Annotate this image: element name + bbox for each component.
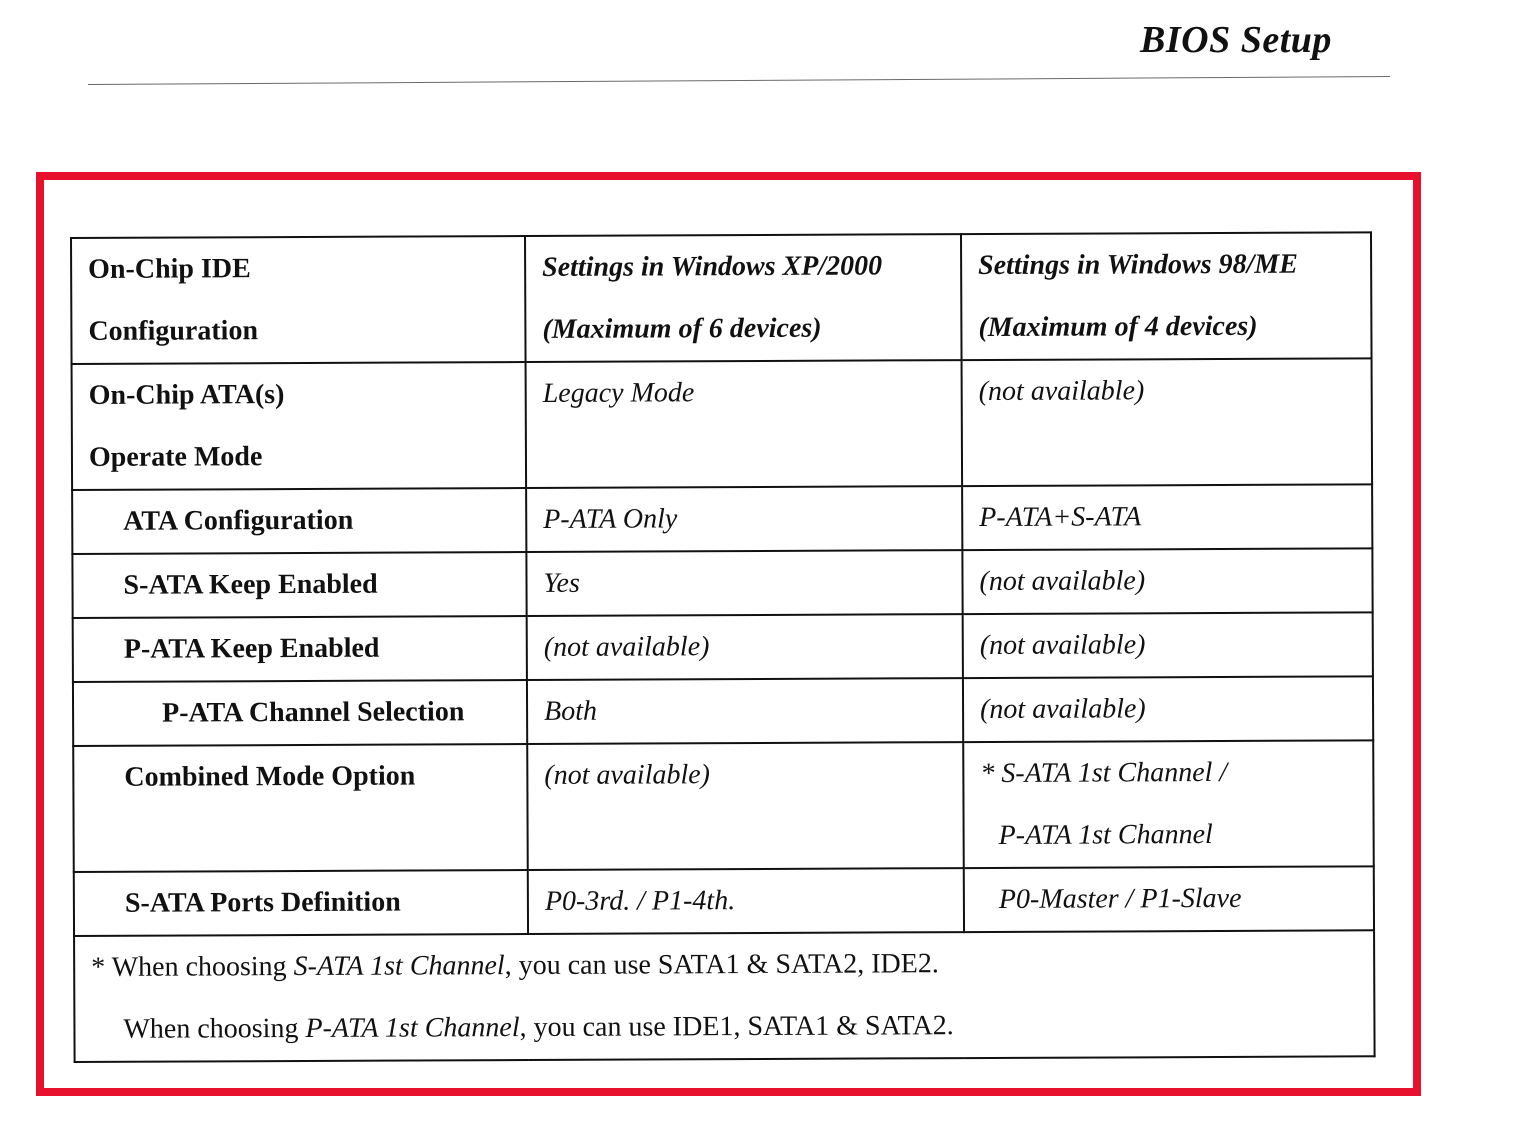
row-label-cell bbox=[73, 616, 527, 682]
row-label: P-ATA Keep Enabled bbox=[123, 632, 380, 665]
footnote-1-suffix: , you can use SATA1 & SATA2, IDE2. bbox=[504, 948, 939, 982]
xp-value: P-ATA Only bbox=[543, 503, 678, 535]
header-xp-cell bbox=[525, 234, 962, 362]
header-rule bbox=[88, 76, 1390, 85]
table-row-pata-keep-enabled bbox=[73, 612, 1373, 682]
table-header-row bbox=[71, 232, 1372, 364]
me-value: (not available) bbox=[980, 693, 1146, 726]
footnote-cell bbox=[74, 930, 1375, 1062]
me-value-line-1: * S-ATA 1st Channel / bbox=[980, 756, 1228, 790]
ide-settings-table bbox=[70, 231, 1376, 1063]
footnote-1-prefix: * When choosing bbox=[91, 951, 294, 983]
table-row-ata-configuration bbox=[72, 484, 1372, 554]
footnote-1-channel: S-ATA 1st Channel bbox=[293, 950, 505, 983]
me-value: (not available) bbox=[979, 629, 1146, 662]
me-value-cell bbox=[962, 548, 1372, 614]
row-label-cell bbox=[73, 744, 528, 872]
row-label-line-1: On-Chip ATA(s) bbox=[88, 379, 285, 411]
xp-value: Legacy Mode bbox=[542, 377, 695, 409]
me-value-cell bbox=[962, 358, 1373, 486]
me-value-cell bbox=[963, 612, 1373, 678]
footnote-2-prefix: When choosing bbox=[123, 1012, 306, 1045]
table-row-pata-channel-selection bbox=[73, 676, 1373, 746]
page-header-title: BIOS Setup bbox=[1140, 19, 1332, 61]
row-label-cell bbox=[72, 552, 526, 618]
header-label-line-2: Configuration bbox=[88, 315, 259, 347]
row-label: S-ATA Keep Enabled bbox=[123, 568, 378, 601]
xp-value-cell bbox=[527, 678, 963, 744]
xp-value-cell bbox=[527, 614, 963, 680]
table-row-sata-ports-definition bbox=[74, 866, 1374, 936]
header-me-line-1: Settings in Windows 98/ME bbox=[978, 248, 1298, 282]
row-label: ATA Configuration bbox=[123, 504, 354, 537]
xp-value: P0-3rd. / P1-4th. bbox=[544, 885, 736, 917]
row-label: P-ATA Channel Selection bbox=[162, 696, 465, 729]
row-label: Combined Mode Option bbox=[124, 760, 416, 793]
xp-value-cell bbox=[526, 486, 962, 552]
table-note-row bbox=[74, 930, 1375, 1062]
table-row-combined-mode-option bbox=[73, 740, 1374, 872]
row-label: S-ATA Ports Definition bbox=[124, 886, 401, 919]
row-label-cell bbox=[74, 870, 528, 936]
xp-value-cell bbox=[528, 868, 964, 934]
header-label-line-1: On-Chip IDE bbox=[88, 253, 251, 285]
header-xp-line-1: Settings in Windows XP/2000 bbox=[542, 250, 883, 283]
table-row-operate-mode bbox=[72, 358, 1373, 490]
row-label-cell bbox=[72, 362, 527, 490]
xp-value: (not available) bbox=[543, 631, 710, 663]
xp-value-cell bbox=[526, 360, 963, 488]
me-value-cell bbox=[964, 866, 1374, 932]
row-label-cell bbox=[72, 488, 526, 554]
header-label-cell bbox=[71, 236, 526, 364]
header-me-line-2: (Maximum of 4 devices) bbox=[978, 310, 1258, 344]
xp-value-cell bbox=[526, 550, 962, 616]
footnote-2-suffix: , you can use IDE1, SATA1 & SATA2. bbox=[519, 1010, 954, 1044]
row-label-line-2: Operate Mode bbox=[88, 441, 263, 473]
xp-value-cell bbox=[527, 742, 964, 870]
xp-value: Yes bbox=[543, 567, 580, 599]
table-row-sata-keep-enabled bbox=[72, 548, 1372, 618]
footnote-line-1 bbox=[91, 931, 1357, 999]
me-value-cell bbox=[963, 676, 1373, 742]
me-value-cell bbox=[963, 740, 1374, 868]
header-xp-line-2: (Maximum of 6 devices) bbox=[542, 312, 822, 345]
header-me-cell bbox=[961, 232, 1372, 360]
footnote-line-2 bbox=[91, 993, 1357, 1061]
me-value-cell bbox=[962, 484, 1372, 550]
row-label-cell bbox=[73, 680, 527, 746]
footnote-2-channel: P-ATA 1st Channel bbox=[305, 1012, 520, 1044]
me-value: (not available) bbox=[979, 565, 1146, 598]
me-value-line-2: P-ATA 1st Channel bbox=[998, 819, 1213, 851]
me-value: P-ATA+S-ATA bbox=[979, 501, 1142, 534]
me-value: (not available) bbox=[978, 375, 1145, 408]
xp-value: (not available) bbox=[544, 759, 711, 791]
xp-value: Both bbox=[544, 695, 598, 727]
me-value: P0-Master / P1-Slave bbox=[998, 882, 1242, 915]
